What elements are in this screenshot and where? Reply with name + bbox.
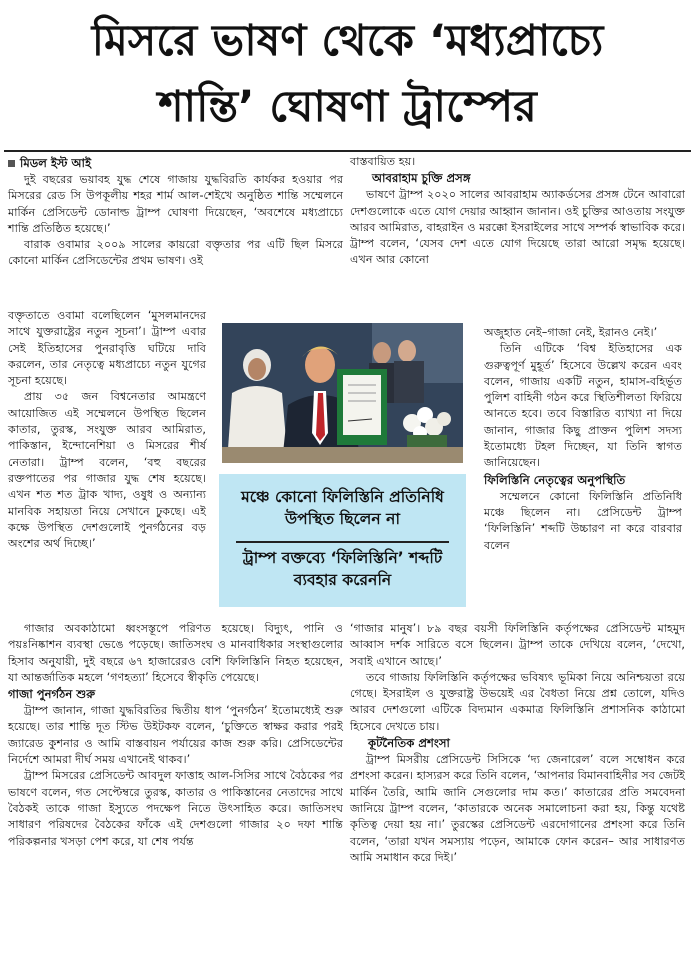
subheading: ফিলিস্তিনি নেতৃত্বের অনুপস্থিতি: [484, 472, 626, 487]
left-column-top: [8, 154, 343, 270]
article-paragraph: বক্তৃতাতে ওবামা বলেছিলেন ‘মুসলমানদের সাথে যুক্তরাষ্ট্রের নতুন সূচনা’। ট্রাম্প এবার সেই ইতিহাসের পুনরাবৃত্তি ঘটিয়ে দাবি করলেন, তার নেতৃত্বে মধ্যপ্রাচ্যে নতুন যুগের সূচনা হয়েছে।: [8, 309, 206, 388]
article-paragraph: অজুহাত নেই–গাজা নেই, ইরানও নেই।’: [484, 326, 658, 339]
byline: মিডল ইস্ট আই: [8, 154, 343, 172]
subheading: গাজা পুনর্গঠন শুরু: [8, 687, 96, 702]
pullquote-divider: [236, 541, 449, 543]
article-paragraph: ভাষণে ট্রাম্প ২০২০ সালের আবরাহাম অ্যাকর্ডসের প্রসঙ্গ টেনে আবারো দেশগুলোকে এতে যোগ দেয়ার আহ্বান জানান। ওই চুক্তির আওতায় সংযুক্ত আরব আমিরাত, বাহরাইন ও মরক্কো ইসরাইলের সাথে সম্পর্ক স্বাভাবিক করে। ট্রাম্প বলেন, ‘যেসব দেশ এতে যোগ দিয়েছে তারা আরো সমৃদ্ধ হয়েছে। এখন আর কোনো: [350, 188, 685, 267]
right-column-top: [350, 154, 685, 269]
photo-illustration: [222, 323, 463, 463]
article-paragraph: দুই বছরের ভয়াবহ যুদ্ধ শেষে গাজায় যুদ্ধবিরতি কার্যকর হওয়ার পর মিসরের রেড সি উপকূলীয় শহর শার্ম আল-শেইখে অনুষ্ঠিত শান্তি সম্মেলনে মার্কিন প্রেসিডেন্ট ডোনাল্ড ট্রাম্প ঘোষণা দিয়েছেন, ‘অবশেষে মধ্যপ্রাচ্যে শান্তি প্রতিষ্ঠিত হয়েছে।’: [8, 173, 343, 235]
subheading: আবরাহাম চুক্তি প্রসঙ্গ: [372, 171, 471, 186]
article-paragraph: তিনি এটিকে ‘বিশ্ব ইতিহাসের এক গুরুত্বপূর্ণ মুহূর্ত’ হিসেবে উল্লেখ করেন এবং বলেন, গাজায় একটি নতুন, হামাস-বহির্ভূত পুলিশ বাহিনী গঠন করে স্থিতিশীলতা ফিরিয়ে আনতে হবে। তবে বিস্তারিত ব্যাখ্যা না দিয়ে জানান, গাজার কিছু প্রাক্তন পুলিশ সদস্য ইতোমধ্যে টহল দিচ্ছেন, যা তিনি স্বাগত জানিয়েছেন।: [484, 342, 682, 470]
pullquote-1: মঞ্চে কোনো ফিলিস্তিনি প্রতিনিধি উপস্থিত ছিলেন না: [219, 474, 466, 544]
headline-line-1: মিসরে ভাষণ থেকে ‘মধ্যপ্রাচ্যে: [91, 16, 604, 66]
article-paragraph: বারাক ওবামার ২০০৯ সালের কায়রো বক্তৃতার পর এটি ছিল মিসরে কোনো মার্কিন প্রেসিডেন্টের প্রথম ভাষণ। ওই: [8, 238, 343, 268]
article-paragraph: তবে গাজায় ফিলিস্তিনি কর্তৃপক্ষের ভবিষ্যৎ ভূমিকা নিয়ে অনিশ্চয়তা রয়ে গেছে। ইসরাইল ও যুক্তরাষ্ট্র উভয়েই এর বৈধতা নিয়ে প্রশ্ন তোলে, যদিও আরব দেশগুলো এটিকে বিদ্যমান একমাত্র ফিলিস্তিনি প্রশাসনিক কাঠামো হিসেবে দেখতে চায়।: [350, 670, 685, 733]
article-paragraph: ট্রাম্প জানান, গাজা যুদ্ধবিরতির দ্বিতীয় ধাপ ‘পুনর্গঠন’ ইতোমধ্যেই শুরু হয়েছে। তার শান্তি দূত স্টিভ উইটকফ বলেন, ‘চুক্তিতে স্বাক্ষর করার পরই জ্যারেড কুশনার ও আমি বাস্তবায়ন পর্যায়ের কাজ শুরু করি। প্রেসিডেন্টের নির্দেশে আমরা দীর্ঘ সময় এখানেই থাকব।’: [8, 704, 343, 767]
article-paragraph: বাস্তবায়িত হয়।: [350, 155, 416, 168]
article-paragraph: গাজার অবকাঠামো ধ্বংসস্তূপে পরিণত হয়েছে। বিদ্যুৎ, পানি ও পয়ঃনিষ্কাশন ব্যবস্থা ভেঙে পড়েছে। জাতিসংঘ ও মানবাধিকার সংস্থাগুলোর হিসাব অনুযায়ী, দুই বছরে ৬৭ হাজারেরও বেশি ফিলিস্তিনি নিহত হয়েছেন, যা আন্তর্জাতিক মহলে ‘গণহত্যা’ হিসেবে স্বীকৃতি পেয়েছে।: [8, 622, 343, 684]
right-column-bottom: [350, 621, 685, 866]
headline-line-2: শান্তি’ ঘোষণা ট্রাম্পের: [158, 82, 537, 132]
pullquote-2: ট্রাম্প বক্তব্যে ‘ফিলিস্তিনি’ শব্দটি ব্যবহার করেননি: [219, 537, 466, 607]
subheading: কূটনৈতিক প্রশংসা: [368, 736, 450, 751]
right-column-narrow: [484, 325, 682, 554]
article-paragraph: ট্রাম্প মিসরীয় প্রেসিডেন্ট সিসিকে ‘দ্য জেনারেল’ বলে সম্বোধন করে প্রশংসা করেন। হাস্যরস করে তিনি বলেন, ‘আপনার বিমানবাহিনীর সব জেটই মার্কিন তৈরি, আমি জানি সেগুলোর দাম কত।’ কাতারের প্রতি সমবেদনা জানিয়ে ট্রাম্প বলেন, ‘কাতারকে অনেক সমালোচনা করা হয়, কিন্তু যথেষ্ট কৃতিত্ব দেয়া হয় না।’ তুরস্কের প্রেসিডেন্ট এরদোগানের প্রশংসা করে তিনি বলেন, ‘তারা যখন সমস্যায় পড়েন, আমাকে ফোন করেন– আর সাধারণত আমি সমাধান করে দিই।’: [350, 753, 685, 864]
article-paragraph: প্রায় ৩৫ জন বিশ্বনেতার আমন্ত্রণে আয়োজিত এই সম্মেলনে উপস্থিত ছিলেন কাতার, তুরস্ক, সংযুক্ত আরব আমিরাত, পাকিস্তান, ইন্দোনেশিয়া ও মিসরের শীর্ষ নেতারা। ট্রাম্প বলেন, ‘বহু বছরের রক্তপাতের পর গাজার যুদ্ধ শেষ হয়েছে। এখন শত শত ট্রাক খাদ্য, ওষুধ ও অন্যান্য মানবিক সহায়তা নিয়ে সেখানে ঢুকছে। এই কক্ষে উপস্থিত দেশগুলোই পুনর্গঠনের বড় অংশের অর্থ দিচ্ছে।’: [8, 390, 206, 551]
left-column-narrow: [8, 308, 206, 552]
byline-square-icon: [8, 160, 15, 167]
headline-rule: [4, 150, 691, 152]
article-paragraph: ‘গাজার মানুষ’। ৮৯ বছর বয়সী ফিলিস্তিনি কর্তৃপক্ষের প্রেসিডেন্ট মাহমুদ আব্বাস দর্শক সারিতে বসে ছিলেন। ট্রাম্প তাকে দেখিয়ে বলেন, ‘দেখো, সবাই এখানে আছে।’: [350, 622, 685, 668]
left-column-bottom: [8, 621, 343, 850]
headline: [0, 0, 695, 150]
news-photo: [222, 323, 463, 463]
article-paragraph: ট্রাম্প মিসরের প্রেসিডেন্ট আবদুল ফাত্তাহ আল-সিসির সাথে বৈঠকের পর ভাষণে বলেন, গত সেপ্টেম্বরে তুরস্ক, কাতার ও পাকিস্তানের নেতাদের সাথে বৈঠকই তাকে গাজা ইস্যুতে পদক্ষেপ নিতে উৎসাহিত করে। জাতিসংঘ সাধারণ পরিষদের বৈঠকের ফাঁকে এই দেশগুলো গাজার ২০ দফা শান্তি পরিকল্পনার খসড়া পেশ করে, যা শেষ পর্যন্ত: [8, 769, 343, 848]
article-paragraph: সম্মেলনে কোনো ফিলিস্তিনি প্রতিনিধি মঞ্চে ছিলেন না। প্রেসিডেন্ট ট্রাম্প ‘ফিলিস্তিনি’ শব্দটি উচ্চারণ না করে বারবার বলেন: [484, 489, 682, 552]
